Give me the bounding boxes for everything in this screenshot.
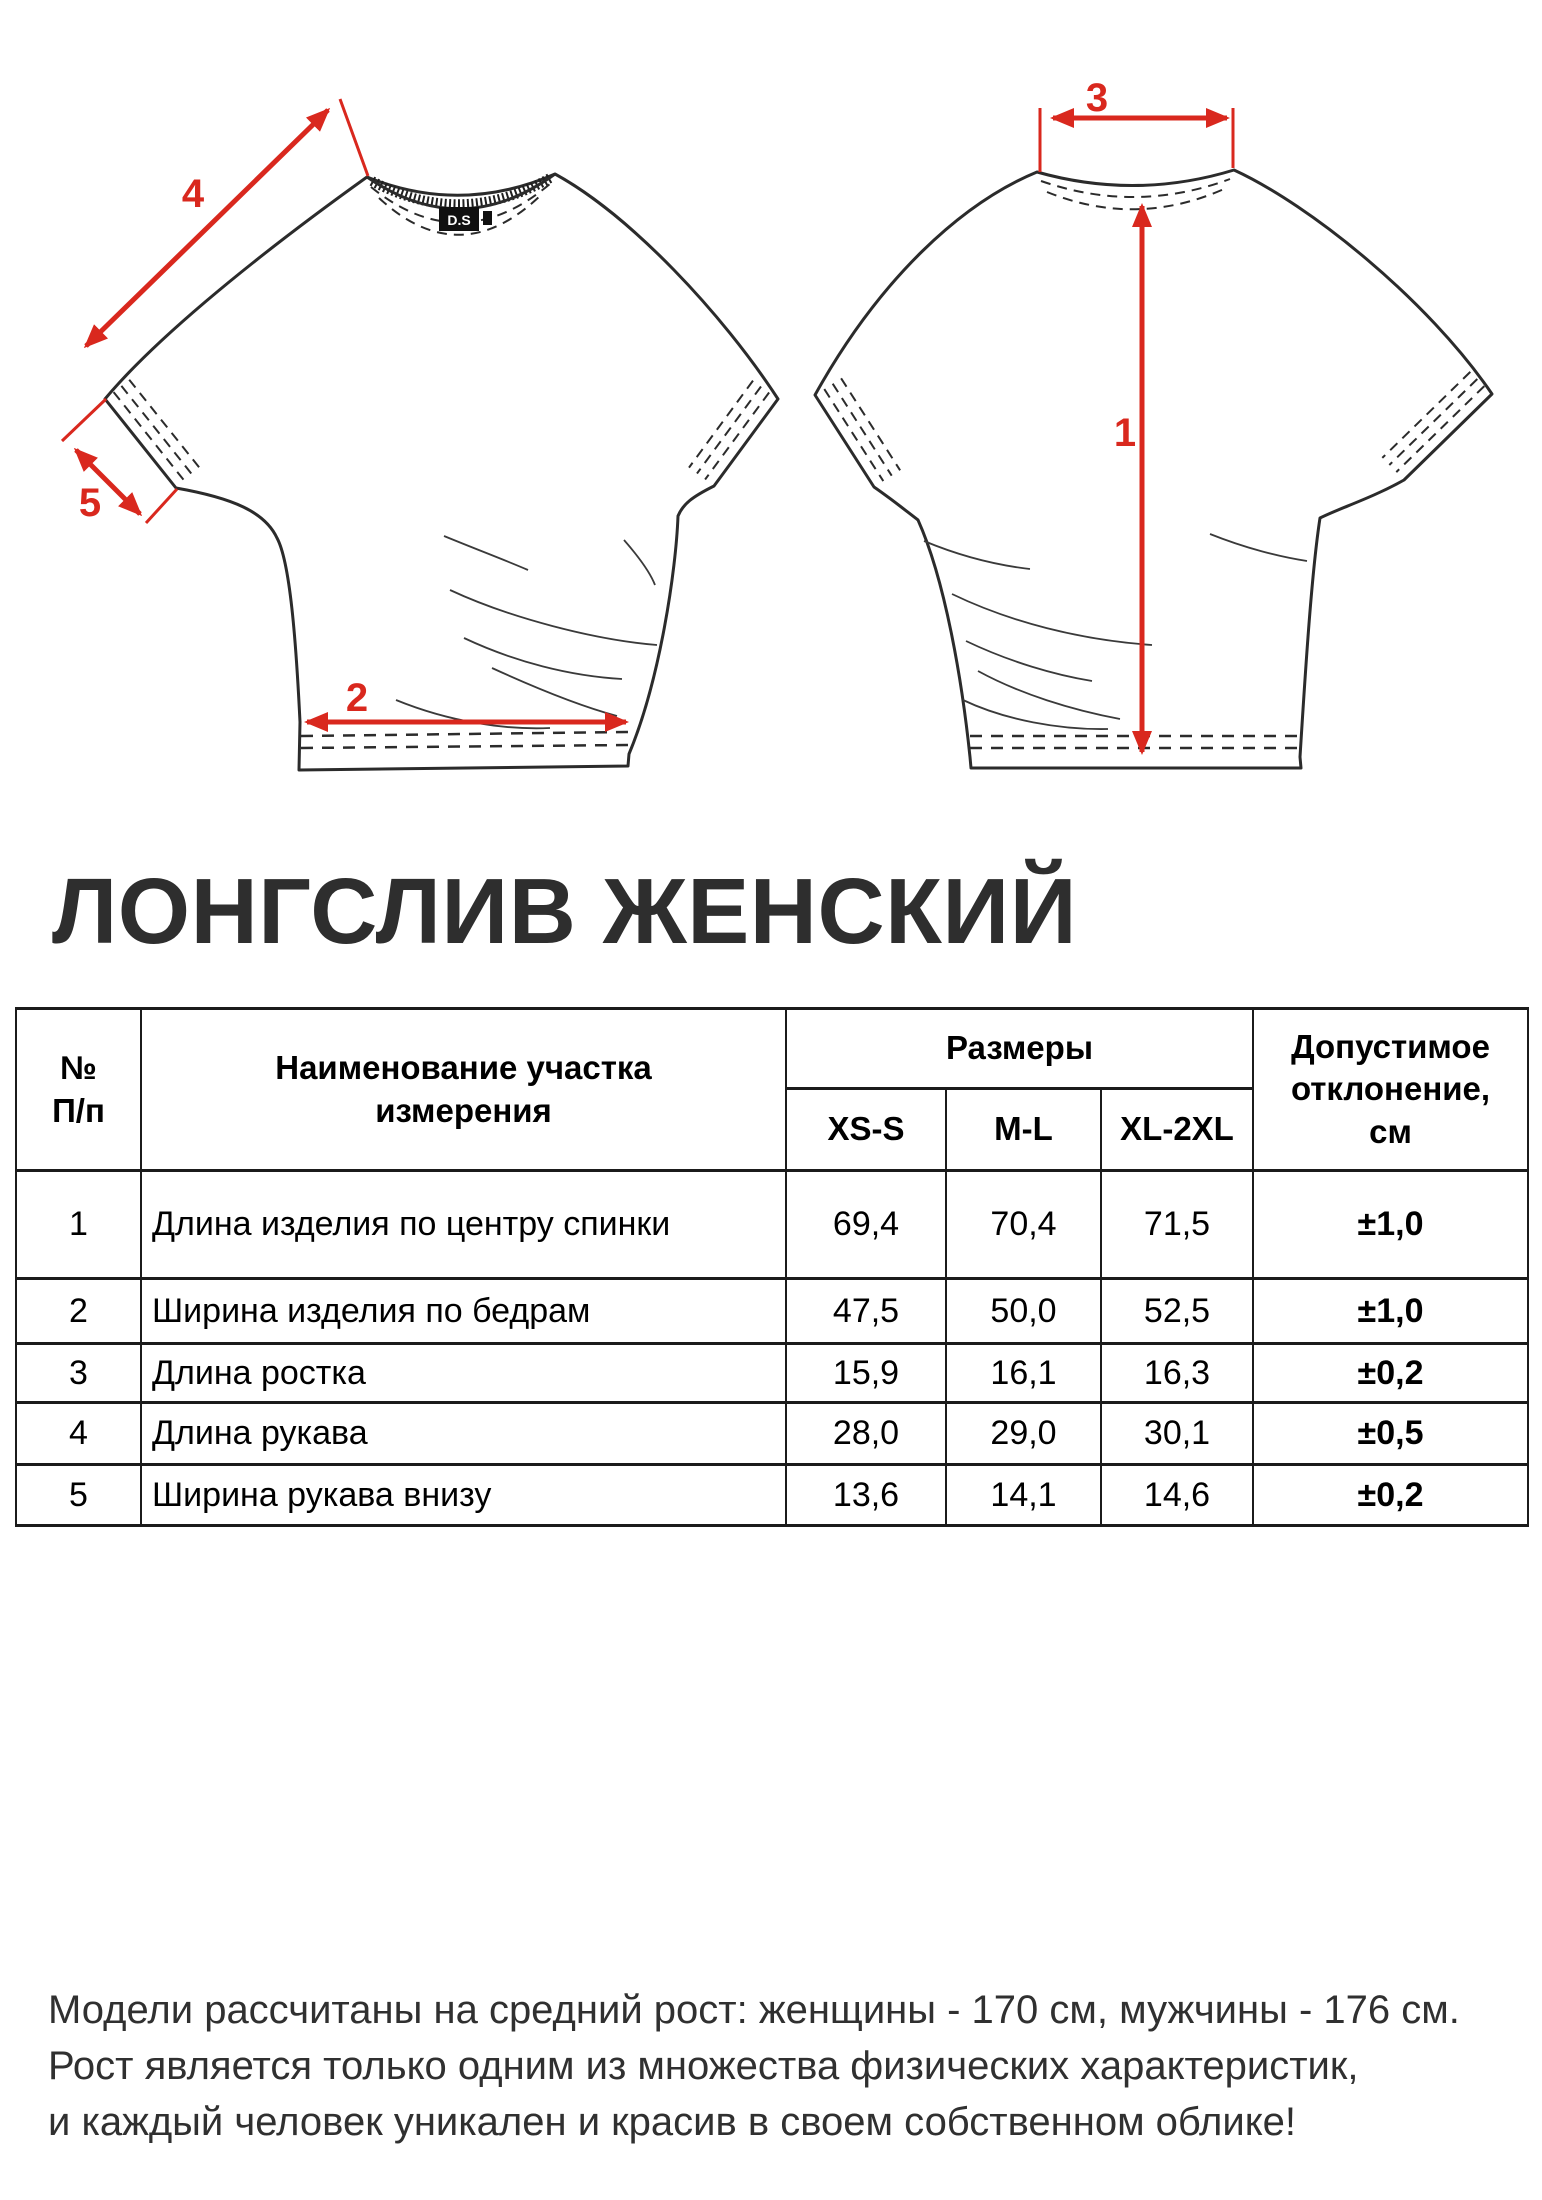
- cell-measurement-name: Длина рукава: [141, 1403, 786, 1465]
- neck-tag-text: D.S: [447, 212, 471, 228]
- cell-value-xl-2xl: 14,6: [1101, 1465, 1253, 1526]
- cell-value-xl-2xl: 52,5: [1101, 1279, 1253, 1344]
- table-row: [16, 1279, 1528, 1344]
- footer-line-2: Рост является только одним из множества физических характеристик,: [48, 2044, 1359, 2088]
- cell-measurement-name: Ширина рукава внизу: [141, 1465, 786, 1526]
- header-name-line1: Наименование участка: [275, 1049, 652, 1087]
- subheader-m-l: M-L: [946, 1089, 1101, 1171]
- measurement-label-4: 4: [181, 172, 205, 216]
- cell-value-m-l: 50,0: [946, 1279, 1101, 1344]
- footer-line-1: Модели рассчитаны на средний рост: женщины - 170 см, мужчины - 176 см.: [48, 1988, 1460, 2032]
- header-tolerance: [1253, 1009, 1528, 1171]
- subheader-xl-2xl: XL-2XL: [1101, 1089, 1253, 1171]
- cell-value-xs-s: 28,0: [786, 1403, 946, 1465]
- garment-back-view: [815, 170, 1492, 768]
- cell-tolerance: ±1,0: [1253, 1171, 1528, 1279]
- cell-value-m-l: 16,1: [946, 1344, 1101, 1403]
- header-row-number: [16, 1009, 141, 1171]
- measurement-arrow-3: [1040, 76, 1233, 172]
- cell-value-m-l: 29,0: [946, 1403, 1101, 1465]
- header-tolerance-line1: Допустимое: [1291, 1028, 1490, 1066]
- size-table: [15, 1007, 1529, 1527]
- cell-value-xl-2xl: 30,1: [1101, 1403, 1253, 1465]
- cell-value-xs-s: 69,4: [786, 1171, 946, 1279]
- cell-value-xs-s: 13,6: [786, 1465, 946, 1526]
- cell-value-xs-s: 15,9: [786, 1344, 946, 1403]
- table-row: [16, 1403, 1528, 1465]
- cell-value-xs-s: 47,5: [786, 1279, 946, 1344]
- cell-tolerance: ±0,2: [1253, 1344, 1528, 1403]
- cell-tolerance: ±0,5: [1253, 1403, 1528, 1465]
- cell-row-number: 1: [16, 1171, 141, 1279]
- cell-row-number: 5: [16, 1465, 141, 1526]
- cell-row-number: 3: [16, 1344, 141, 1403]
- footer-note: [48, 1982, 1460, 2150]
- header-tolerance-line3: см: [1369, 1112, 1412, 1150]
- measurement-label-2: 2: [345, 676, 369, 720]
- cell-value-xl-2xl: 71,5: [1101, 1171, 1253, 1279]
- header-sizes: Размеры: [786, 1009, 1253, 1089]
- cell-tolerance: ±1,0: [1253, 1279, 1528, 1344]
- cell-row-number: 2: [16, 1279, 141, 1344]
- table-row: [16, 1171, 1528, 1279]
- measurement-label-3: 3: [1085, 76, 1109, 120]
- table-header-row-1: [16, 1009, 1528, 1089]
- table-row: [16, 1465, 1528, 1526]
- subheader-xs-s: XS-S: [786, 1089, 946, 1171]
- cell-row-number: 4: [16, 1403, 141, 1465]
- cell-value-m-l: 70,4: [946, 1171, 1101, 1279]
- page-title: ЛОНГСЛИВ ЖЕНСКИЙ: [52, 859, 1078, 963]
- footer-line-3: и каждый человек уникален и красив в своем собственном облике!: [48, 2100, 1297, 2144]
- header-tolerance-line2: отклонение,: [1290, 1070, 1491, 1108]
- header-num-line1: №: [60, 1049, 97, 1087]
- cell-measurement-name: Ширина изделия по бедрам: [141, 1279, 786, 1344]
- header-num-line2: П/п: [52, 1091, 105, 1129]
- garment-front-view: [105, 174, 778, 770]
- cell-measurement-name: Длина изделия по центру спинки: [141, 1171, 786, 1279]
- garment-technical-drawing: [0, 0, 1542, 820]
- measurement-label-5: 5: [78, 481, 102, 525]
- measurement-label-1: 1: [1113, 411, 1137, 455]
- cell-value-m-l: 14,1: [946, 1465, 1101, 1526]
- header-name-line2: измерения: [375, 1091, 552, 1129]
- cell-tolerance: ±0,2: [1253, 1465, 1528, 1526]
- cell-value-xl-2xl: 16,3: [1101, 1344, 1253, 1403]
- header-measurement-name: [141, 1009, 786, 1171]
- cell-measurement-name: Длина ростка: [141, 1344, 786, 1403]
- table-row: [16, 1344, 1528, 1403]
